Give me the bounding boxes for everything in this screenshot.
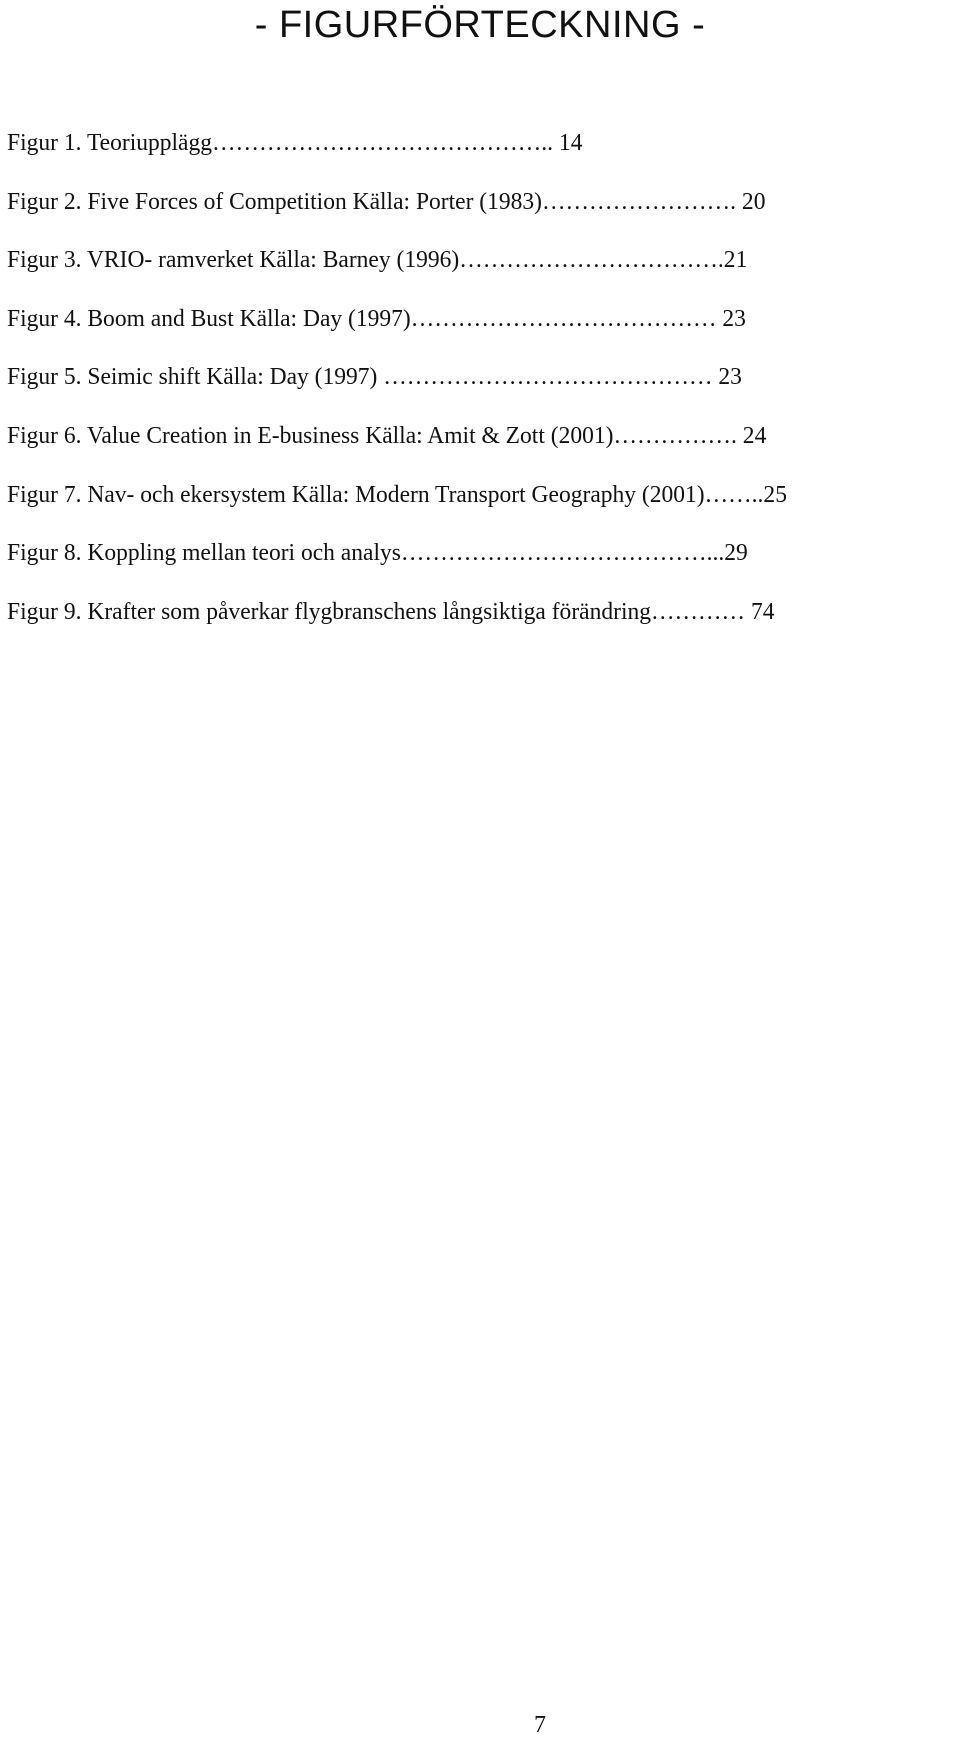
figure-entry-8 — [7, 538, 921, 597]
figure-entry-text: Figur 7. Nav- och ekersystem Källa: Modern Transport Geography (2001)……..25 — [7, 480, 787, 508]
figure-entry-text: Figur 2. Five Forces of Competition Källa: Porter (1983)……………………. 20 — [7, 187, 766, 215]
page-title: - FIGURFÖRTECKNING - — [254, 4, 706, 46]
figure-entry-4 — [7, 304, 921, 363]
figure-entry-text: Figur 4. Boom and Bust Källa: Day (1997)………………………………… 23 — [7, 304, 746, 332]
figure-entry-1 — [7, 128, 921, 187]
figure-entry-2 — [7, 187, 921, 246]
figure-list — [7, 128, 921, 655]
figure-entry-9 — [7, 597, 921, 656]
figure-entry-text: Figur 1. Teoriupplägg…………………………………….. 14 — [7, 129, 583, 156]
figure-entry-7 — [7, 480, 921, 539]
figure-entry-text: Figur 5. Seimic shift Källa: Day (1997) …………………………………… 23 — [7, 363, 742, 391]
figure-entry-6 — [7, 421, 921, 480]
figure-entry-text: Figur 8. Koppling mellan teori och analys…………………………………...29 — [7, 539, 748, 567]
figure-entry-5 — [7, 362, 921, 421]
figure-entry-3 — [7, 245, 921, 304]
page-number: 7 — [534, 1712, 546, 1738]
figure-entry-text: Figur 3. VRIO- ramverket Källa: Barney (1996)…………………………….21 — [7, 246, 748, 274]
figure-entry-text: Figur 6. Value Creation in E-business Källa: Amit & Zott (2001)……………. 24 — [7, 421, 767, 449]
figure-entry-text: Figur 9. Krafter som påverkar flygbranschens långsiktiga förändring………… 74 — [7, 597, 775, 625]
